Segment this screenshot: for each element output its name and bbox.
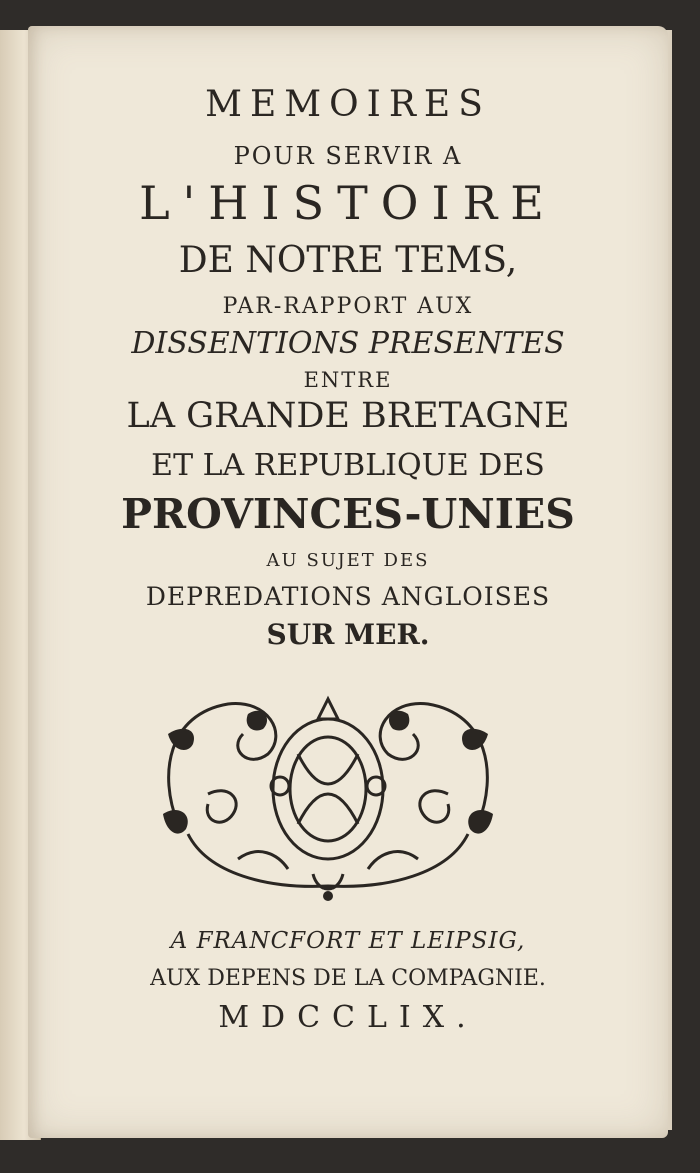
title-line-sur-mer: SUR MER. [266,618,430,651]
title-line-pour-servir: POUR SERVIR A [233,142,463,170]
title-line-entre: ENTRE [303,368,393,392]
title-line-republique: ET LA REPUBLIQUE DES [151,448,545,483]
title-line-depredations: DEPREDATIONS ANGLOISES [145,582,551,611]
title-line-dissentions: DISSENTIONS PRESENTES [131,326,565,361]
imprint-place: A FRANCFORT ET LEIPSIG, [170,928,526,954]
title-line-notre-tems: DE NOTRE TEMS, [178,240,518,281]
title-page [28,26,668,1138]
title-line-grande-bretagne: LA GRANDE BRETAGNE [126,396,570,436]
imprint-year: MDCCLIX. [218,1000,478,1035]
floral-monogram-vignette-icon [148,674,508,904]
imprint-publisher: AUX DEPENS DE LA COMPAGNIE. [150,966,546,991]
title-line-memoires: MEMOIRES [205,84,491,125]
title-line-au-sujet: AU SUJET DES [266,550,430,571]
title-line-provinces-unies: PROVINCES-UNIES [121,490,575,538]
title-line-par-rapport: PAR-RAPPORT AUX [222,294,474,319]
title-line-histoire: L'HISTOIRE [139,176,557,230]
